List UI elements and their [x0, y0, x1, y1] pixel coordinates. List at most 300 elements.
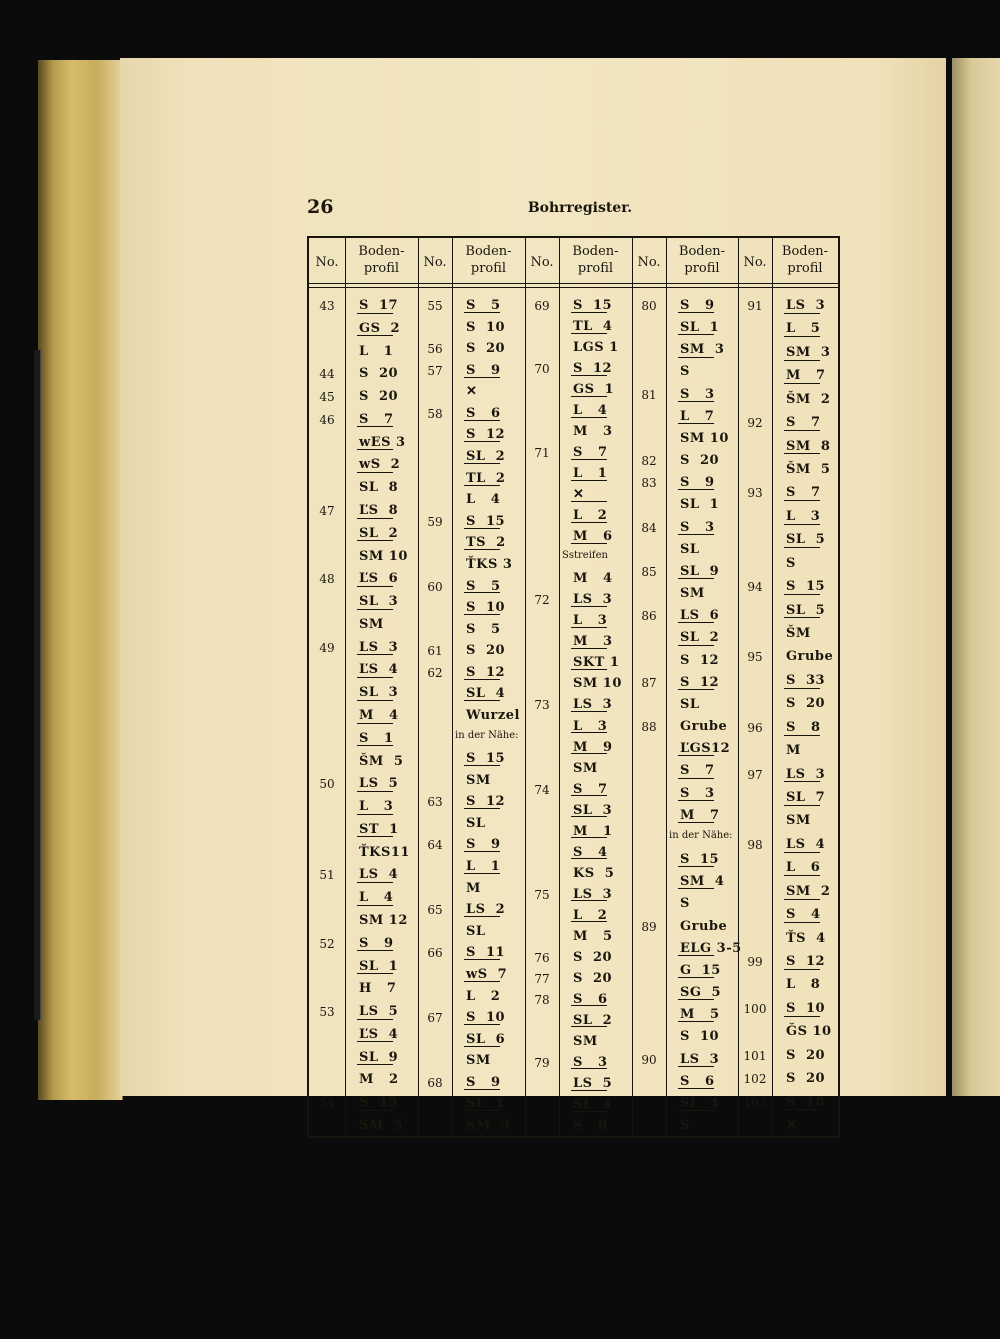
book-spine — [34, 350, 41, 1020]
bore-number: 87 — [641, 675, 657, 690]
soil-profile-entry: S 6 — [573, 991, 608, 1007]
soil-profile-entry: SL 6 — [466, 1031, 506, 1047]
bore-number: 99 — [747, 955, 763, 969]
layer-separator — [784, 688, 820, 689]
soil-profile-entry: S 7 — [786, 485, 821, 501]
layer-separator — [784, 735, 820, 736]
soil-profile-entry: L 5 — [786, 321, 821, 337]
bore-number: 73 — [534, 698, 550, 713]
soil-profile-entry: M 7 — [786, 368, 826, 384]
layer-separator — [784, 547, 820, 548]
soil-profile-entry: H 7 — [359, 981, 397, 997]
bore-number: 101 — [743, 1048, 767, 1063]
soil-profile-entry: S 7 — [786, 415, 821, 431]
soil-profile-entry: S — [680, 1118, 690, 1133]
soil-profile-entry: ŠM 5 — [359, 753, 404, 769]
layer-separator — [571, 816, 607, 817]
header-no: No. — [423, 255, 447, 270]
bore-number: 83 — [641, 476, 657, 491]
soil-profile-entry: SM — [466, 772, 491, 788]
header-no: No. — [530, 255, 554, 270]
layer-separator — [571, 501, 607, 502]
bore-number: 69 — [534, 299, 550, 313]
soil-profile-entry: S 8 — [786, 719, 821, 735]
column-rule — [452, 238, 453, 1136]
soil-profile-entry: SL 4 — [466, 686, 506, 702]
layer-separator — [357, 609, 393, 610]
layer-separator — [464, 916, 500, 917]
soil-profile-entry: S 12 — [680, 652, 720, 668]
soil-profile-entry: S 18 — [786, 1094, 826, 1110]
soil-profile-entry: ŤKS11 — [359, 844, 410, 860]
soil-profile-entry: ĽGS12 — [680, 741, 731, 757]
soil-profile-entry: S — [680, 364, 690, 380]
soil-profile-entry: SM 5 — [359, 1118, 404, 1133]
soil-profile-entry: ✕ — [466, 384, 478, 400]
bore-number: 71 — [534, 446, 550, 461]
soil-profile-entry: SM 8 — [786, 438, 831, 454]
soil-profile-entry: M 4 — [573, 571, 613, 587]
layer-separator — [357, 836, 393, 837]
layer-separator — [464, 1089, 500, 1090]
layer-separator — [357, 677, 393, 678]
layer-separator — [464, 463, 500, 464]
layer-separator — [678, 312, 714, 313]
layer-separator — [464, 614, 500, 615]
soil-profile-entry: SM — [573, 760, 598, 776]
layer-separator — [571, 795, 607, 796]
bore-number: 92 — [747, 416, 763, 431]
bore-number: 46 — [319, 412, 335, 427]
soil-profile-entry: S 33 — [786, 672, 826, 688]
soil-profile-entry: TS 2 — [466, 535, 506, 551]
bore-number: 62 — [427, 665, 443, 680]
soil-profile-entry: M 4 — [359, 708, 399, 723]
soil-profile-entry: LS 3 — [359, 639, 399, 655]
soil-profile-entry: SM — [466, 1053, 491, 1069]
soil-profile-entry: L 4 — [573, 403, 608, 419]
header-profile: Boden- profil — [781, 244, 829, 276]
layer-separator — [464, 1110, 500, 1111]
soil-profile-entry: LS 6 — [680, 608, 720, 624]
column-rule — [345, 238, 346, 1136]
layer-separator — [464, 808, 500, 809]
soil-profile-entry: TL 2 — [466, 470, 506, 486]
header-no: No. — [743, 255, 767, 270]
layer-separator — [678, 977, 714, 978]
layer-separator — [357, 449, 393, 450]
soil-profile-entry: L 6 — [786, 860, 821, 876]
layer-separator — [678, 534, 714, 535]
layer-separator — [357, 1064, 393, 1065]
soil-profile-entry: SL 4 — [680, 1095, 720, 1111]
soil-profile-entry: ŠM 2 — [786, 391, 831, 407]
layer-separator — [678, 489, 714, 490]
column-rule — [666, 238, 667, 1136]
soil-profile-entry: SL 2 — [359, 525, 399, 541]
soil-profile-entry: L 1 — [359, 343, 394, 359]
soil-profile-entry: SM — [359, 616, 384, 632]
soil-profile-entry: S 20 — [573, 970, 613, 986]
header-profile: Boden- profil — [465, 244, 512, 276]
soil-profile-entry: SL — [680, 541, 700, 557]
bore-number: 98 — [747, 837, 763, 852]
soil-profile-entry: LS 5 — [359, 776, 399, 792]
soil-profile-entry: SL 3 — [359, 685, 399, 701]
bore-number: 97 — [747, 767, 763, 782]
layer-separator — [464, 959, 500, 960]
header-profile: Boden- profil — [678, 244, 726, 276]
layer-separator — [571, 1005, 607, 1006]
layer-separator — [464, 377, 500, 378]
soil-profile-entry: ŤKS 3 — [466, 556, 513, 572]
soil-profile-entry: LS 3 — [786, 298, 826, 313]
bore-number: 63 — [427, 795, 443, 810]
layer-separator — [571, 711, 607, 712]
soil-profile-entry: ST 1 — [359, 821, 399, 837]
bore-number: 51 — [319, 868, 335, 883]
soil-profile-entry: SL 1 — [466, 1096, 506, 1112]
header-profile: Boden- profil — [358, 244, 405, 276]
layer-separator — [571, 459, 607, 460]
bore-number: 81 — [641, 387, 657, 402]
soil-profile-entry: SL 8 — [359, 480, 399, 496]
layer-separator — [678, 778, 714, 779]
bore-number: 76 — [534, 950, 550, 965]
soil-profile-entry: LS 3 — [786, 766, 826, 782]
soil-profile-entry: S 12 — [466, 664, 506, 680]
layer-separator — [464, 981, 500, 982]
bore-number: 65 — [427, 903, 443, 918]
soil-profile-entry: SL 3 — [573, 802, 613, 818]
header-rule — [309, 287, 838, 288]
soil-profile-entry: LS 4 — [359, 867, 399, 883]
soil-profile-entry: LS 5 — [573, 1075, 613, 1091]
soil-profile-entry: Grube — [786, 649, 834, 665]
soil-profile-entry: S 15 — [359, 1095, 399, 1111]
bore-number: 48 — [319, 572, 335, 587]
layer-separator — [784, 1016, 820, 1017]
soil-profile-entry: ELG 3-5 — [680, 940, 742, 956]
soil-profile-entry: wS 2 — [359, 457, 401, 473]
layer-separator — [464, 528, 500, 529]
layer-separator — [678, 645, 714, 646]
soil-profile-entry: SM — [573, 1033, 598, 1049]
bore-number: 75 — [534, 887, 550, 902]
soil-profile-entry: S 4 — [786, 907, 821, 923]
bore-number: 82 — [641, 454, 657, 469]
soil-profile-entry: S 20 — [466, 643, 506, 659]
page-number: 26 — [307, 196, 334, 218]
soil-profile-entry: S — [680, 896, 690, 912]
soil-profile-entry: S 17 — [359, 298, 399, 313]
layer-separator — [571, 480, 607, 481]
soil-profile-entry: L 4 — [466, 492, 501, 508]
soil-profile-entry: S 9 — [359, 935, 394, 951]
layer-separator — [678, 622, 714, 623]
column-rule — [772, 238, 773, 1136]
bore-number: 94 — [747, 580, 763, 595]
bore-number: 70 — [534, 362, 550, 377]
soil-profile-entry: M 9 — [573, 739, 613, 755]
soil-profile-entry: ĽS 6 — [359, 571, 399, 587]
layer-separator — [678, 578, 714, 579]
soil-profile-entry: SL — [466, 923, 486, 939]
soil-profile-entry: S 20 — [680, 453, 720, 469]
facing-page-edge — [952, 58, 1000, 1096]
soil-profile-entry: in der Nähe: — [455, 729, 519, 741]
layer-separator — [464, 1046, 500, 1047]
soil-profile-entry: S 5 — [466, 298, 501, 313]
soil-profile-entry: L 1 — [573, 466, 608, 482]
bore-number: 77 — [534, 971, 550, 986]
soil-profile-entry: SL — [466, 815, 486, 831]
layer-separator — [464, 1024, 500, 1025]
soil-profile-entry: L 7 — [680, 408, 715, 424]
column-rule — [559, 238, 560, 1136]
layer-separator — [357, 335, 393, 336]
layer-separator — [784, 313, 820, 314]
layer-separator — [678, 999, 714, 1000]
layer-separator — [357, 426, 393, 427]
layer-separator — [571, 396, 607, 397]
layer-separator — [571, 312, 607, 313]
bore-number: 91 — [747, 299, 763, 313]
soil-profile-entry: L 4 — [359, 890, 394, 906]
soil-profile-entry: S 1 — [359, 730, 394, 746]
soil-profile-entry: LS 3 — [680, 1051, 720, 1067]
bore-number: 64 — [427, 838, 443, 853]
soil-profile-entry: M 3 — [573, 424, 613, 440]
layer-separator — [678, 357, 714, 358]
bore-number: 90 — [641, 1052, 657, 1067]
soil-profile-entry: SM 3 — [680, 342, 725, 358]
bore-number: 57 — [427, 363, 443, 378]
bore-number: 54 — [319, 1096, 335, 1111]
soil-profile-entry: S 12 — [786, 954, 826, 969]
bore-number: 45 — [319, 390, 335, 405]
layer-separator — [571, 1068, 607, 1069]
soil-profile-entry: SL 1 — [680, 320, 720, 336]
bore-number: 49 — [319, 640, 335, 655]
layer-separator — [678, 1066, 714, 1067]
layer-separator — [784, 430, 820, 431]
bore-number: 58 — [427, 406, 443, 421]
layer-separator — [357, 723, 393, 724]
soil-profile-entry: S 20 — [466, 341, 506, 357]
bore-number: 56 — [427, 342, 443, 357]
soil-profile-entry: S 15 — [466, 751, 506, 767]
soil-profile-entry: L 3 — [786, 508, 821, 524]
soil-profile-entry: SL 1 — [680, 497, 720, 513]
soil-profile-entry: ŤS 4 — [786, 930, 826, 946]
bore-number: 85 — [641, 564, 657, 579]
soil-profile-entry: S 6 — [466, 405, 501, 421]
soil-profile-entry: GS 2 — [359, 320, 401, 336]
layer-separator — [357, 791, 393, 792]
layer-separator — [784, 594, 820, 595]
layer-separator — [464, 679, 500, 680]
soil-profile-entry: Sstreifen — [562, 550, 608, 562]
bore-number: 103 — [743, 1095, 767, 1110]
layer-separator — [464, 441, 500, 442]
soil-profile-entry: ĽS 8 — [359, 503, 399, 518]
layer-separator — [464, 765, 500, 766]
soil-profile-entry: S 20 — [786, 696, 826, 712]
layer-separator — [571, 333, 607, 334]
layer-separator — [357, 814, 393, 815]
layer-separator — [678, 866, 714, 867]
soil-profile-entry: LGS 1 — [573, 340, 619, 356]
bore-number: 53 — [319, 1005, 335, 1020]
soil-profile-entry: L 3 — [359, 799, 394, 815]
soil-profile-entry: S 3 — [573, 1054, 608, 1070]
soil-profile-entry: S 10 — [786, 1000, 826, 1016]
layer-separator — [784, 922, 820, 923]
layer-separator — [357, 518, 393, 519]
soil-profile-entry: S 12 — [573, 361, 613, 377]
soil-profile-entry: ✕ — [786, 1118, 798, 1133]
layer-separator — [784, 781, 820, 782]
soil-profile-entry: SL 1 — [359, 958, 399, 974]
soil-profile-entry: M — [466, 880, 481, 896]
soil-profile-entry: S 7 — [573, 445, 608, 461]
soil-profile-entry: S 3 — [680, 785, 715, 801]
soil-profile-entry: S 11 — [466, 945, 506, 961]
soil-profile-entry: S 9 — [466, 837, 501, 853]
layer-separator — [678, 334, 714, 335]
layer-separator — [357, 540, 393, 541]
soil-profile-entry: S 9 — [466, 1074, 501, 1090]
layer-separator — [464, 873, 500, 874]
soil-profile-entry: S 7 — [359, 411, 394, 427]
soil-profile-entry: SG 5 — [680, 985, 722, 1001]
soil-profile-entry: ŠM 5 — [786, 462, 831, 477]
soil-profile-entry: in der Nähe: — [669, 829, 733, 841]
layer-separator — [784, 453, 820, 454]
bore-number: 80 — [641, 299, 657, 313]
soil-profile-entry: ✕ — [573, 487, 585, 503]
soil-profile-entry: S 6 — [680, 1073, 715, 1089]
soil-profile-entry: SM 3 — [466, 1118, 511, 1133]
soil-profile-entry: L 2 — [466, 988, 501, 1004]
bore-number: 67 — [427, 1011, 443, 1026]
soil-profile-entry: S 12 — [466, 794, 506, 810]
layer-separator — [357, 882, 393, 883]
soil-profile-entry: SL — [680, 696, 700, 712]
soil-profile-entry: S — [786, 555, 796, 571]
soil-profile-entry: L 2 — [573, 907, 608, 923]
layer-separator — [571, 648, 607, 649]
bore-number: 100 — [743, 1001, 767, 1016]
layer-separator — [464, 700, 500, 701]
soil-profile-entry: S 7 — [680, 763, 715, 779]
header-rule — [309, 283, 838, 284]
layer-separator — [571, 669, 607, 670]
soil-profile-entry: S 3 — [680, 519, 715, 535]
bore-number: 50 — [319, 777, 335, 792]
soil-profile-entry: LS 5 — [359, 1004, 399, 1020]
soil-profile-entry: TL 4 — [573, 319, 613, 335]
bore-number: 88 — [641, 720, 657, 735]
soil-profile-entry: M 1 — [573, 823, 613, 839]
bore-number: 61 — [427, 644, 443, 659]
soil-profile-entry: GS 1 — [573, 382, 615, 398]
bore-register-table — [307, 236, 840, 1138]
soil-profile-entry: LS 4 — [786, 836, 826, 852]
layer-separator — [678, 800, 714, 801]
soil-profile-entry: S 15 — [466, 513, 506, 529]
soil-profile-entry: S 3 — [680, 386, 715, 402]
layer-separator — [357, 700, 393, 701]
bore-number: 78 — [534, 992, 550, 1007]
layer-separator — [357, 313, 393, 314]
soil-profile-entry: S 10 — [680, 1029, 720, 1045]
layer-separator — [571, 375, 607, 376]
layer-separator — [678, 423, 714, 424]
soil-profile-entry: SL 5 — [786, 532, 826, 548]
bore-number: 59 — [427, 514, 443, 529]
soil-profile-entry: LS 3 — [573, 886, 613, 902]
bore-number: 55 — [427, 299, 443, 313]
soil-profile-entry: L 1 — [466, 859, 501, 875]
soil-profile-entry: L 2 — [573, 508, 608, 524]
soil-profile-entry: S 10 — [466, 1010, 506, 1026]
soil-profile-entry: S 20 — [786, 1071, 826, 1087]
layer-separator — [678, 1110, 714, 1111]
layer-separator — [784, 500, 820, 501]
soil-profile-entry: S 9 — [680, 475, 715, 491]
layer-separator — [678, 955, 714, 956]
layer-separator — [571, 522, 607, 523]
soil-profile-entry: SM 10 — [359, 548, 408, 564]
layer-separator — [678, 401, 714, 402]
layer-separator — [357, 905, 393, 906]
soil-profile-entry: S 20 — [359, 366, 399, 382]
soil-profile-entry: SL 7 — [786, 790, 826, 805]
soil-profile-entry: SM — [680, 586, 705, 602]
soil-profile-entry: M 2 — [359, 1072, 399, 1088]
soil-profile-entry: S 10 — [466, 319, 506, 335]
layer-separator — [784, 852, 820, 853]
soil-profile-entry: S 5 — [466, 621, 501, 637]
layer-separator — [571, 417, 607, 418]
bore-number: 52 — [319, 936, 335, 951]
layer-separator — [678, 888, 714, 889]
soil-profile-entry: LS 3 — [573, 697, 613, 713]
page-title: Bohrregister. — [527, 200, 633, 216]
soil-profile-entry: SM 10 — [680, 430, 729, 446]
layer-separator — [678, 822, 714, 823]
soil-profile-entry: S 8 — [573, 1118, 608, 1133]
soil-profile-entry: S 4 — [573, 844, 608, 860]
soil-profile-entry: SL 3 — [359, 594, 399, 610]
soil-profile-entry: G 15 — [680, 962, 721, 978]
layer-separator — [464, 312, 500, 313]
soil-profile-entry: S 7 — [573, 781, 608, 797]
soil-profile-entry: SM 12 — [359, 913, 408, 928]
soil-profile-entry: Wurzel — [466, 708, 520, 723]
soil-profile-entry: S 15 — [786, 579, 826, 595]
layer-separator — [784, 524, 820, 525]
soil-profile-entry: S 20 — [786, 1047, 826, 1063]
header-no: No. — [315, 255, 339, 270]
layer-separator — [678, 1021, 714, 1022]
layer-separator — [571, 627, 607, 628]
layer-separator — [357, 654, 393, 655]
soil-profile-entry: S 9 — [680, 298, 715, 313]
soil-profile-entry: M 5 — [573, 928, 613, 944]
